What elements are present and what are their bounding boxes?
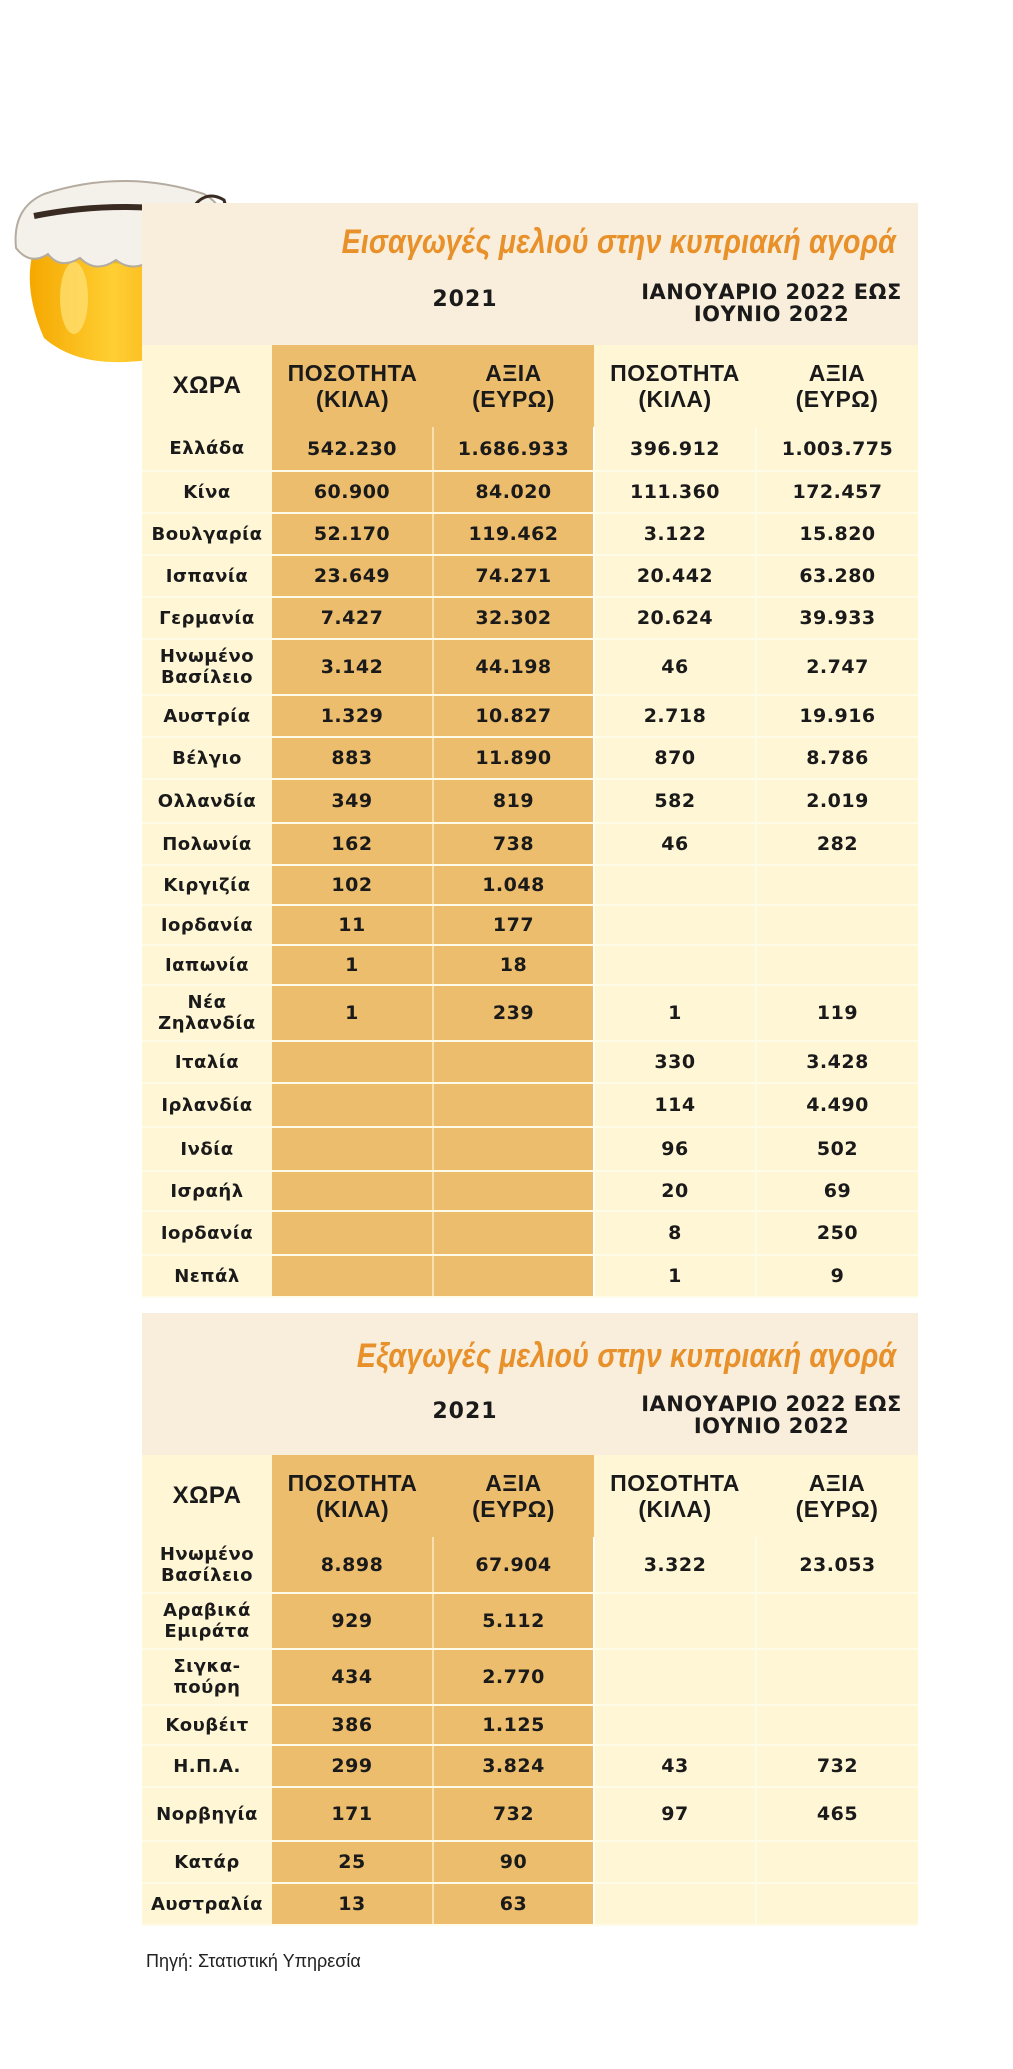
qty-2021-cell — [272, 1127, 433, 1171]
exports-title-band — [142, 1313, 918, 1455]
country-cell: Κατάρ — [142, 1841, 272, 1883]
val-2021-cell: 177 — [433, 905, 594, 945]
table-row — [142, 695, 918, 737]
country-cell: Ολλανδία — [142, 779, 272, 823]
val-2021-cell: 732 — [433, 1787, 594, 1841]
val-2022-cell: 465 — [756, 1787, 918, 1841]
qty-2022-cell: 46 — [594, 823, 756, 865]
val-2022-cell: 19.916 — [756, 695, 918, 737]
imports-col-qty-2022 — [594, 345, 756, 427]
table-row — [142, 1841, 918, 1883]
val-2021-cell — [433, 1255, 594, 1297]
val-2021-cell: 10.827 — [433, 695, 594, 737]
imports-val-label: ΑΞΙΑ — [808, 360, 866, 386]
country-cell: Ηνωμένο Βασίλειο — [142, 639, 272, 695]
val-2021-cell — [433, 1171, 594, 1211]
val-2021-cell — [433, 1083, 594, 1127]
qty-2021-cell: 102 — [272, 865, 433, 905]
val-2021-cell: 44.198 — [433, 639, 594, 695]
exports-val-unit: (ΕΥΡΩ) — [472, 1496, 555, 1522]
val-2022-cell: 172.457 — [756, 471, 918, 513]
val-2022-cell — [756, 1593, 918, 1649]
val-2021-cell: 1.686.933 — [433, 427, 594, 471]
val-2021-cell: 3.824 — [433, 1745, 594, 1787]
country-cell: Νορβηγία — [142, 1787, 272, 1841]
qty-2021-cell: 171 — [272, 1787, 433, 1841]
country-cell: Πολωνία — [142, 823, 272, 865]
table-row — [142, 1211, 918, 1255]
val-2022-cell: 119 — [756, 985, 918, 1041]
val-2022-cell — [756, 865, 918, 905]
imports-title: Εισαγωγές μελιού στην κυπριακή αγορά — [341, 223, 896, 261]
qty-2022-cell: 3.122 — [594, 513, 756, 555]
qty-2022-cell: 582 — [594, 779, 756, 823]
val-2021-cell: 63 — [433, 1883, 594, 1925]
qty-2022-cell: 96 — [594, 1127, 756, 1171]
qty-2022-cell: 8 — [594, 1211, 756, 1255]
table-row — [142, 1593, 918, 1649]
qty-2022-cell: 97 — [594, 1787, 756, 1841]
imports-col-qty-2021 — [272, 345, 433, 427]
country-cell: Αυστραλία — [142, 1883, 272, 1925]
qty-2021-cell: 11 — [272, 905, 433, 945]
qty-2022-cell — [594, 1883, 756, 1925]
qty-2022-cell: 114 — [594, 1083, 756, 1127]
val-2021-cell — [433, 1211, 594, 1255]
qty-2021-cell: 1 — [272, 945, 433, 985]
qty-2022-cell: 330 — [594, 1041, 756, 1083]
exports-col-val-2022 — [756, 1455, 918, 1537]
qty-2022-cell: 20 — [594, 1171, 756, 1211]
exports-qty-unit: (ΚΙΛΑ) — [315, 1496, 390, 1522]
qty-2021-cell: 1 — [272, 985, 433, 1041]
imports-panel — [142, 203, 918, 1298]
table-row — [142, 1083, 918, 1127]
val-2022-cell — [756, 905, 918, 945]
qty-2021-cell: 3.142 — [272, 639, 433, 695]
country-cell: Ιαπωνία — [142, 945, 272, 985]
val-2022-cell — [756, 1705, 918, 1745]
qty-2021-cell: 434 — [272, 1649, 433, 1705]
exports-col-qty-2021 — [272, 1455, 433, 1537]
qty-2022-cell: 20.624 — [594, 597, 756, 639]
qty-2022-cell — [594, 1593, 756, 1649]
val-2022-cell: 9 — [756, 1255, 918, 1297]
country-cell: Κίνα — [142, 471, 272, 513]
qty-2022-cell — [594, 1649, 756, 1705]
qty-2021-cell — [272, 1083, 433, 1127]
imports-val-unit: (ΕΥΡΩ) — [472, 386, 555, 412]
imports-title-band — [142, 203, 918, 345]
qty-2022-cell — [594, 905, 756, 945]
imports-table — [142, 345, 918, 1298]
val-2021-cell — [433, 1041, 594, 1083]
table-row — [142, 1705, 918, 1745]
exports-qty-label: ΠΟΣΟΤΗΤΑ — [287, 1470, 418, 1496]
qty-2021-cell: 929 — [272, 1593, 433, 1649]
val-2022-cell: 2.747 — [756, 639, 918, 695]
val-2021-cell: 84.020 — [433, 471, 594, 513]
qty-2022-cell: 43 — [594, 1745, 756, 1787]
country-cell: Σιγκα-πούρη — [142, 1649, 272, 1705]
exports-qty-label: ΠΟΣΟΤΗΤΑ — [610, 1470, 740, 1496]
val-2021-cell: 239 — [433, 985, 594, 1041]
exports-period-header — [625, 1393, 918, 1437]
table-row — [142, 597, 918, 639]
imports-col-val-2022 — [756, 345, 918, 427]
country-cell: Κουβέιτ — [142, 1705, 272, 1745]
imports-col-val-2021 — [433, 345, 594, 427]
exports-title: Εξαγωγές μελιού στην κυπριακή αγορά — [356, 1337, 896, 1375]
exports-year-header: 2021 — [432, 1399, 498, 1424]
val-2021-cell: 32.302 — [433, 597, 594, 639]
qty-2021-cell: 60.900 — [272, 471, 433, 513]
val-2022-cell: 3.428 — [756, 1041, 918, 1083]
imports-year-header: 2021 — [432, 287, 498, 312]
table-row — [142, 471, 918, 513]
val-2022-cell: 63.280 — [756, 555, 918, 597]
table-row — [142, 1787, 918, 1841]
table-row — [142, 1745, 918, 1787]
val-2022-cell — [756, 1841, 918, 1883]
imports-col-country: ΧΩΡΑ — [142, 345, 272, 427]
source-note: Πηγή: Στατιστική Υπηρεσία — [146, 1951, 361, 1971]
val-2022-cell: 282 — [756, 823, 918, 865]
qty-2021-cell: 386 — [272, 1705, 433, 1745]
country-cell: Ηνωμένο Βασίλειο — [142, 1537, 272, 1593]
val-2022-cell: 1.003.775 — [756, 427, 918, 471]
table-row — [142, 985, 918, 1041]
country-cell: Κιργιζία — [142, 865, 272, 905]
val-2022-cell — [756, 1649, 918, 1705]
qty-2022-cell — [594, 1705, 756, 1745]
table-row — [142, 1649, 918, 1705]
table-row — [142, 1537, 918, 1593]
val-2022-cell: 732 — [756, 1745, 918, 1787]
table-row — [142, 905, 918, 945]
imports-header-row — [142, 345, 918, 427]
qty-2021-cell: 883 — [272, 737, 433, 779]
country-cell: Γερμανία — [142, 597, 272, 639]
table-row — [142, 639, 918, 695]
exports-val-label: ΑΞΙΑ — [808, 1470, 866, 1496]
exports-header-row — [142, 1455, 918, 1537]
exports-col-qty-2022 — [594, 1455, 756, 1537]
val-2022-cell: 2.019 — [756, 779, 918, 823]
qty-2021-cell: 25 — [272, 1841, 433, 1883]
country-cell: Ισραήλ — [142, 1171, 272, 1211]
qty-2021-cell: 1.329 — [272, 695, 433, 737]
qty-2021-cell: 7.427 — [272, 597, 433, 639]
qty-2021-cell — [272, 1211, 433, 1255]
table-row — [142, 1171, 918, 1211]
table-row — [142, 555, 918, 597]
country-cell: Αυστρία — [142, 695, 272, 737]
table-row — [142, 1883, 918, 1925]
qty-2021-cell — [272, 1255, 433, 1297]
country-cell: Νέα Ζηλανδία — [142, 985, 272, 1041]
country-cell: Ιρλανδία — [142, 1083, 272, 1127]
table-row — [142, 737, 918, 779]
val-2022-cell: 15.820 — [756, 513, 918, 555]
country-cell: Ιορδανία — [142, 905, 272, 945]
qty-2022-cell: 396.912 — [594, 427, 756, 471]
country-cell: Η.Π.Α. — [142, 1745, 272, 1787]
country-cell: Αραβικά Εμιράτα — [142, 1593, 272, 1649]
val-2021-cell: 90 — [433, 1841, 594, 1883]
qty-2022-cell: 20.442 — [594, 555, 756, 597]
table-row — [142, 945, 918, 985]
imports-period-line2: ΙΟΥΝΙΟ 2022 — [693, 302, 850, 326]
qty-2022-cell — [594, 1841, 756, 1883]
table-row — [142, 823, 918, 865]
table-row — [142, 1127, 918, 1171]
country-cell: Ισπανία — [142, 555, 272, 597]
val-2021-cell: 738 — [433, 823, 594, 865]
exports-table-body — [142, 1537, 918, 1925]
imports-qty-unit: (ΚΙΛΑ) — [315, 386, 390, 412]
qty-2022-cell — [594, 945, 756, 985]
imports-period-header — [625, 281, 918, 325]
val-2021-cell: 119.462 — [433, 513, 594, 555]
qty-2021-cell: 349 — [272, 779, 433, 823]
imports-val-unit: (ΕΥΡΩ) — [795, 386, 879, 412]
qty-2021-cell: 52.170 — [272, 513, 433, 555]
qty-2022-cell: 1 — [594, 985, 756, 1041]
val-2022-cell — [756, 1883, 918, 1925]
table-row — [142, 427, 918, 471]
val-2021-cell: 1.048 — [433, 865, 594, 905]
val-2022-cell: 69 — [756, 1171, 918, 1211]
exports-col-val-2021 — [433, 1455, 594, 1537]
val-2021-cell: 67.904 — [433, 1537, 594, 1593]
val-2021-cell — [433, 1127, 594, 1171]
imports-qty-unit: (ΚΙΛΑ) — [638, 386, 712, 412]
qty-2022-cell: 3.322 — [594, 1537, 756, 1593]
exports-period-line2: ΙΟΥΝΙΟ 2022 — [693, 1414, 850, 1438]
qty-2022-cell — [594, 865, 756, 905]
exports-period-line1: ΙΑΝΟΥΑΡΙΟ 2022 ΕΩΣ — [641, 1392, 902, 1416]
qty-2021-cell: 162 — [272, 823, 433, 865]
exports-val-label: ΑΞΙΑ — [485, 1470, 542, 1496]
imports-qty-label: ΠΟΣΟΤΗΤΑ — [287, 360, 418, 386]
val-2022-cell: 39.933 — [756, 597, 918, 639]
qty-2021-cell — [272, 1041, 433, 1083]
val-2022-cell: 8.786 — [756, 737, 918, 779]
table-row — [142, 779, 918, 823]
exports-table — [142, 1455, 918, 1926]
qty-2021-cell: 542.230 — [272, 427, 433, 471]
table-row — [142, 1255, 918, 1297]
val-2022-cell: 250 — [756, 1211, 918, 1255]
imports-period-line1: ΙΑΝΟΥΑΡΙΟ 2022 ΕΩΣ — [641, 280, 902, 304]
qty-2022-cell: 870 — [594, 737, 756, 779]
exports-panel — [142, 1313, 918, 1926]
qty-2021-cell: 8.898 — [272, 1537, 433, 1593]
val-2021-cell: 18 — [433, 945, 594, 985]
val-2022-cell: 502 — [756, 1127, 918, 1171]
val-2022-cell — [756, 945, 918, 985]
qty-2022-cell: 111.360 — [594, 471, 756, 513]
qty-2022-cell: 1 — [594, 1255, 756, 1297]
imports-table-body — [142, 427, 918, 1297]
val-2021-cell: 5.112 — [433, 1593, 594, 1649]
val-2021-cell: 74.271 — [433, 555, 594, 597]
val-2021-cell: 819 — [433, 779, 594, 823]
qty-2022-cell: 2.718 — [594, 695, 756, 737]
qty-2022-cell: 46 — [594, 639, 756, 695]
val-2021-cell: 11.890 — [433, 737, 594, 779]
val-2022-cell: 4.490 — [756, 1083, 918, 1127]
table-row — [142, 1041, 918, 1083]
exports-val-unit: (ΕΥΡΩ) — [795, 1496, 879, 1522]
val-2021-cell: 1.125 — [433, 1705, 594, 1745]
exports-col-country: ΧΩΡΑ — [142, 1455, 272, 1537]
country-cell: Νεπάλ — [142, 1255, 272, 1297]
imports-val-label: ΑΞΙΑ — [485, 360, 542, 386]
qty-2021-cell: 23.649 — [272, 555, 433, 597]
qty-2021-cell: 13 — [272, 1883, 433, 1925]
country-cell: Ινδία — [142, 1127, 272, 1171]
country-cell: Ελλάδα — [142, 427, 272, 471]
exports-qty-unit: (ΚΙΛΑ) — [638, 1496, 712, 1522]
val-2021-cell: 2.770 — [433, 1649, 594, 1705]
imports-qty-label: ΠΟΣΟΤΗΤΑ — [610, 360, 740, 386]
table-row — [142, 865, 918, 905]
val-2022-cell: 23.053 — [756, 1537, 918, 1593]
table-row — [142, 513, 918, 555]
country-cell: Ιορδανία — [142, 1211, 272, 1255]
qty-2021-cell — [272, 1171, 433, 1211]
country-cell: Βουλγαρία — [142, 513, 272, 555]
qty-2021-cell: 299 — [272, 1745, 433, 1787]
country-cell: Ιταλία — [142, 1041, 272, 1083]
country-cell: Βέλγιο — [142, 737, 272, 779]
